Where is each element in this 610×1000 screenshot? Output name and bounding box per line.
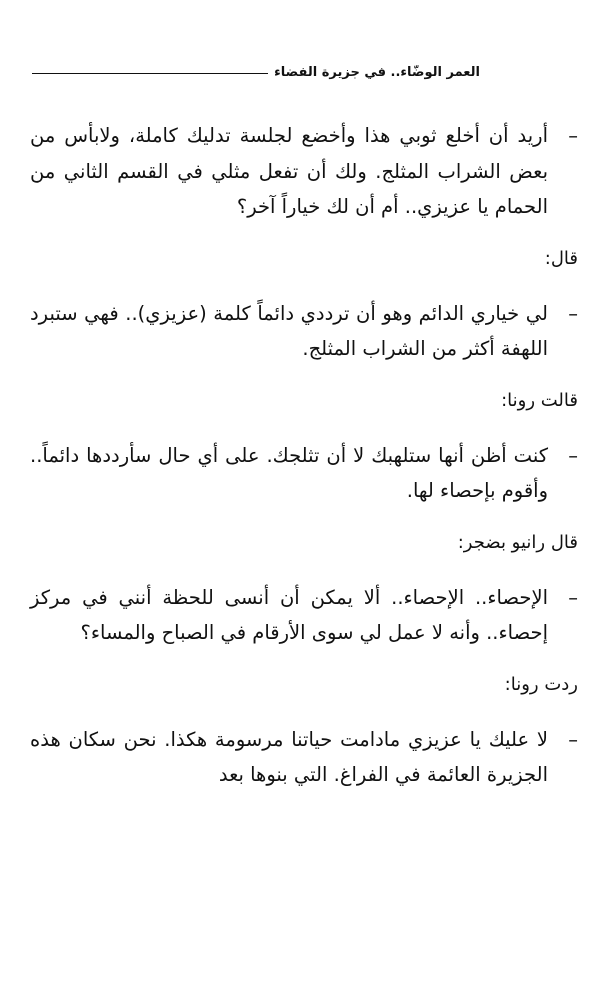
dialogue-dash: – (568, 124, 578, 147)
dialogue-text-1: أريد أن أخلع ثوبي هذا وأخضع لجلسة تدليك كاملة، ولابأس من بعض الشراب المثلج. ولك أن تفعل مثلي في القسم الثاني من الحمام يا عزيزي.. أم أن لك خياراً آخر؟ (30, 124, 548, 218)
header-rule (32, 73, 268, 74)
dialogue-paragraph-1 (30, 118, 578, 225)
dialogue-paragraph-3 (30, 438, 578, 509)
dialogue-text-4: الإحصاء.. الإحصاء.. ألا يمكن أن أنسى للحظة أنني في مركز إحصاء.. وأنه لا عمل لي سوى الأرقام في الصباح والمساء؟ (30, 585, 548, 644)
dialogue-text-3: كنت أظن أنها ستلهبك لا أن تثلجك. على أي حال سأرددها دائماً.. وأقوم بإحصاء لها. (30, 443, 548, 502)
running-header (32, 52, 480, 92)
dialogue-dash: – (568, 443, 578, 467)
narration-4: ردت رونا: (504, 673, 578, 695)
book-title: العمر الوضّاء.. في جزيرة الفضاء (274, 64, 480, 80)
narration-2: قالت رونا: (501, 389, 578, 411)
dialogue-text-5: لا عليك يا عزيزي مادامت حياتنا مرسومة هكذا. نحن سكان هذه الجزيرة العائمة في الفراغ. التي بنوها بعد (30, 727, 548, 786)
dialogue-dash: – (568, 727, 578, 751)
narration-1: قال: (544, 247, 578, 269)
dialogue-paragraph-4 (30, 580, 578, 651)
dialogue-paragraph-5 (30, 722, 578, 793)
dialogue-text-2: لي خياري الدائم وهو أن ترددي دائماً كلمة (عزيزي).. فهي ستبرد اللهفة أكثر من الشراب المثلج. (30, 301, 548, 360)
page-body (30, 118, 578, 793)
narration-3: قال رانيو بضجر: (457, 531, 578, 553)
dialogue-dash: – (568, 301, 578, 325)
dialogue-paragraph-2 (30, 296, 578, 367)
dialogue-dash: – (568, 585, 578, 609)
